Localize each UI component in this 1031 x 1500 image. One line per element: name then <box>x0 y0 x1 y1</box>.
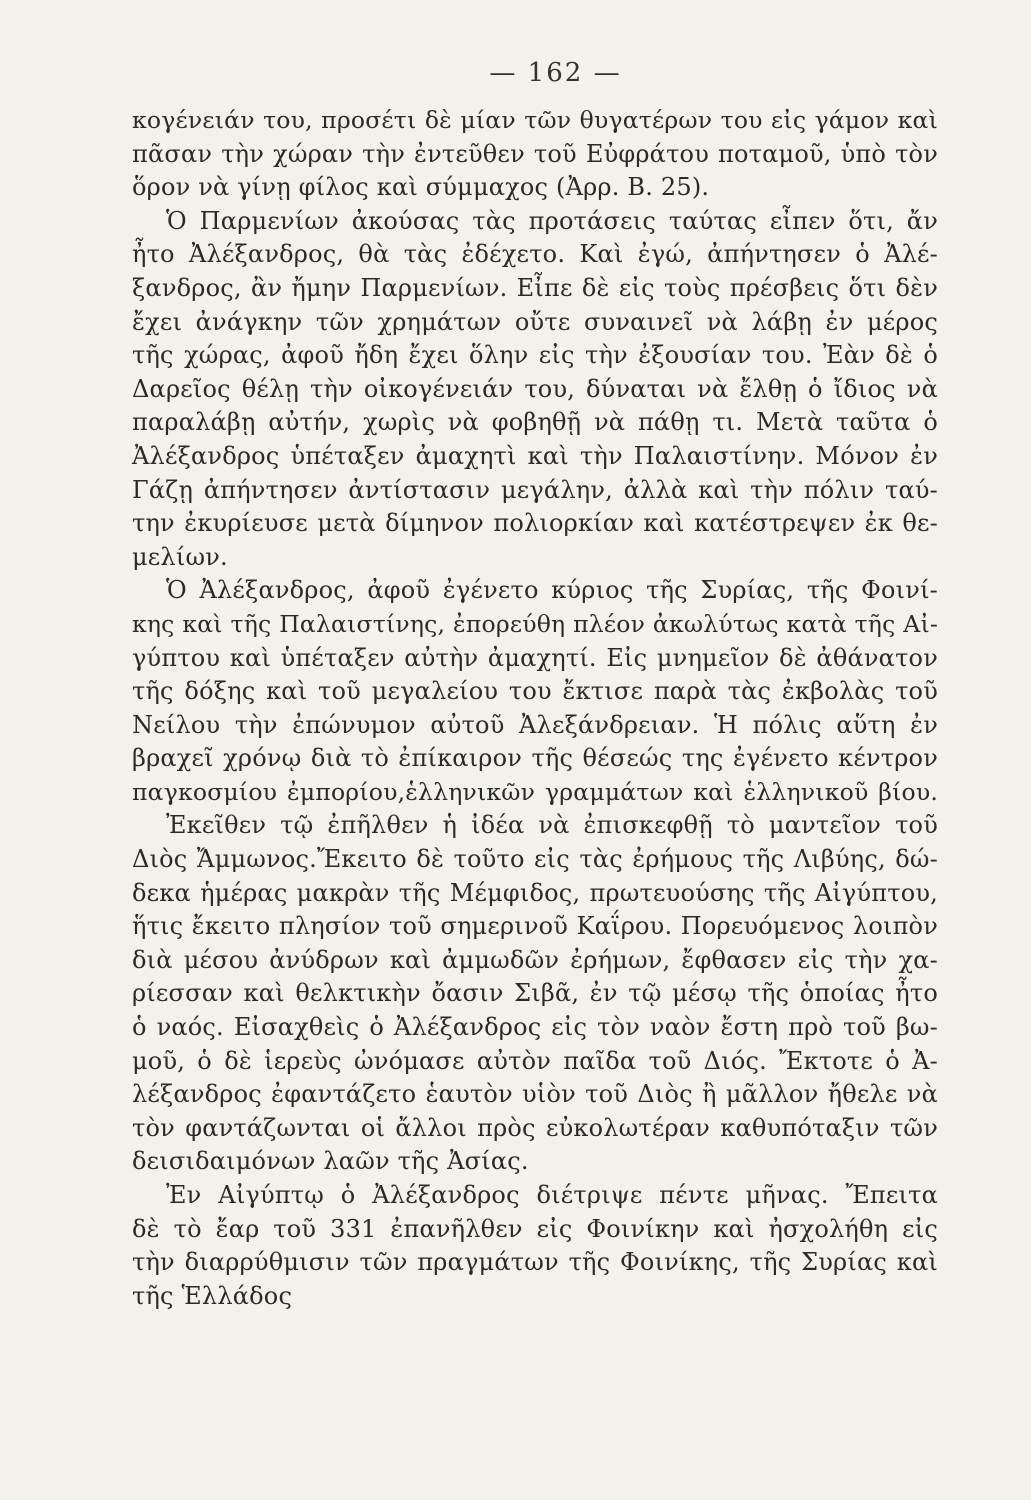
text-line: διὰ μέσου ἀνύδρων καὶ ἀμμωδῶν ἐρήμων, ἔφθασεν εἰς τὴν χα- <box>132 945 938 974</box>
text-line: Νείλου τὴν ἐπώνυμον αὐτοῦ Ἀλεξάνδρειαν. Ἡ πόλις αὕτη ἐν <box>132 710 938 739</box>
text-line: Δαρεῖος θέλῃ τὴν οἰκογένειάν του, δύναται νὰ ἔλθῃ ὁ ἴδιος νὰ <box>132 374 938 403</box>
text-line: γύπτου καὶ ὑπέταξεν αὐτὴν ἀμαχητί. Εἰς μνημεῖον δὲ ἀθάνατον <box>132 643 938 672</box>
text-line: βραχεῖ χρόνῳ διὰ τὸ ἐπίκαιρον τῆς θέσεώς της ἐγένετο κέντρον <box>132 744 938 773</box>
text-line: Ἀλέξανδρος ὑπέταξεν ἀμαχητὶ καὶ τὴν Παλαιστίνην. Μόνον ἐν <box>132 441 938 470</box>
text-line: ὅρον νὰ γίνῃ φίλος καὶ σύμμαχος (Ἀρρ. Β. 25). <box>132 173 710 202</box>
text-line: ξανδρος, ἂν ἤμην Παρμενίων. Εἶπε δὲ εἰς τοὺς πρέσβεις ὅτι δὲν <box>132 273 938 302</box>
text-line: ὁ ναός. Εἰσαχθεὶς ὁ Ἀλέξανδρος εἰς τὸν ναὸν ἔστη πρὸ τοῦ βω- <box>132 1013 938 1042</box>
text-line: λέξανδρος ἐφαντάζετο ἑαυτὸν υἱὸν τοῦ Διὸς ἢ μᾶλλον ἤθελε νὰ <box>132 1080 938 1109</box>
text-line: Ἐν Αἰγύπτῳ ὁ Ἀλέξανδρος διέτριψε πέντε μῆνας. Ἔπειτα <box>166 1181 938 1209</box>
text-line: ρίεσσαν καὶ θελκτικὴν ὄασιν Σιβᾶ, ἐν τῷ μέσῳ τῆς ὁποίας ἦτο <box>132 979 938 1008</box>
text-line: δὲ τὸ ἔαρ τοῦ 331 ἐπανῆλθεν εἰς Φοινίκην καὶ ἠσχολήθη εἰς <box>132 1214 938 1243</box>
text-line: παγκοσμίου ἐμπορίου,ἑλληνικῶν γραμμάτων καὶ ἑλληνικοῦ βίου. <box>132 777 938 806</box>
text-line: Ὁ Παρμενίων ἀκούσας τὰς προτάσεις ταύτας εἶπεν ὅτι, ἄν <box>166 206 938 235</box>
page-number: — 162 — <box>489 58 622 88</box>
text-line: μελίων. <box>132 542 228 571</box>
text-line: τὴν διαρρύθμισιν τῶν πραγμάτων τῆς Φοινίκης, τῆς Συρίας καὶ <box>132 1248 938 1277</box>
text-line: Διὸς Ἄμμωνος.Ἔκειτο δὲ τοῦτο εἰς τὰς ἐρήμους τῆς Λιβύης, δώ- <box>132 845 938 874</box>
body-text <box>132 104 938 1313</box>
text-line: δεκα ἡμέρας μακρὰν τῆς Μέμφιδος, πρωτευούσης τῆς Αἰγύπτου, <box>132 878 938 907</box>
text-line: τῆς χώρας, ἀφοῦ ἤδη ἔχει ὅλην εἰς τὴν ἐξουσίαν του. Ἐὰν δὲ ὁ <box>132 341 938 370</box>
text-line: ἥτις ἔκειτο πλησίον τοῦ σημερινοῦ Καΐρου. Πορευόμενος λοιπὸν <box>132 912 938 941</box>
text-line: τὸν φαντάζωνται οἱ ἄλλοι πρὸς εὐκολωτέραν καθυπόταξιν τῶν <box>132 1113 938 1142</box>
text-line: ἦτο Ἀλέξανδρος, θὰ τὰς ἐδέχετο. Καὶ ἐγώ, ἀπήντησεν ὁ Ἀλέ- <box>132 240 938 269</box>
text-line: Γάζῃ ἀπήντησεν ἀντίστασιν μεγάλην, ἀλλὰ καὶ τὴν πόλιν ταύ- <box>132 475 938 504</box>
text-line: τῆς δόξης καὶ τοῦ μεγαλείου του ἔκτισε παρὰ τὰς ἐκβολὰς τοῦ <box>132 677 938 706</box>
text-line: ἔχει ἀνάγκην τῶν χρημάτων οὔτε συναινεῖ νὰ λάβῃ ἐν μέρος <box>132 307 938 336</box>
text-line: Ὁ Ἀλέξανδρος, ἀφοῦ ἐγένετο κύριος τῆς Συρίας, τῆς Φοινί- <box>166 576 938 605</box>
text-line: μοῦ, ὁ δὲ ἱερεὺς ὠνόμασε αὐτὸν παῖδα τοῦ Διός. Ἔκτοτε ὁ Ἀ- <box>132 1046 938 1075</box>
text-line: τῆς Ἑλλάδος <box>132 1281 293 1310</box>
text-line: την ἐκυρίευσε μετὰ δίμηνον πολιορκίαν καὶ κατέστρεψεν ἐκ θε- <box>132 509 938 538</box>
text-line: παραλάβῃ αὐτήν, χωρὶς νὰ φοβηθῇ νὰ πάθῃ τι. Μετὰ ταῦτα ὁ <box>132 408 938 437</box>
text-line: κης καὶ τῆς Παλαιστίνης, ἐπορεύθη πλέον ἀκωλύτως κατὰ τῆς Αἰ- <box>132 609 938 638</box>
text-line: Ἐκεῖθεν τῷ ἐπῆλθεν ἡ ἰδέα νὰ ἐπισκεφθῇ τὸ μαντεῖον τοῦ <box>166 811 938 840</box>
text-line: κογένειάν του, προσέτι δὲ μίαν τῶν θυγατέρων του εἰς γάμον καὶ <box>132 106 938 134</box>
text-line: δεισιδαιμόνων λαῶν τῆς Ἀσίας. <box>132 1147 529 1176</box>
text-line: πᾶσαν τὴν χώραν τὴν ἐντεῦθεν τοῦ Εὐφράτου ποταμοῦ, ὑπὸ τὸν <box>132 139 938 168</box>
